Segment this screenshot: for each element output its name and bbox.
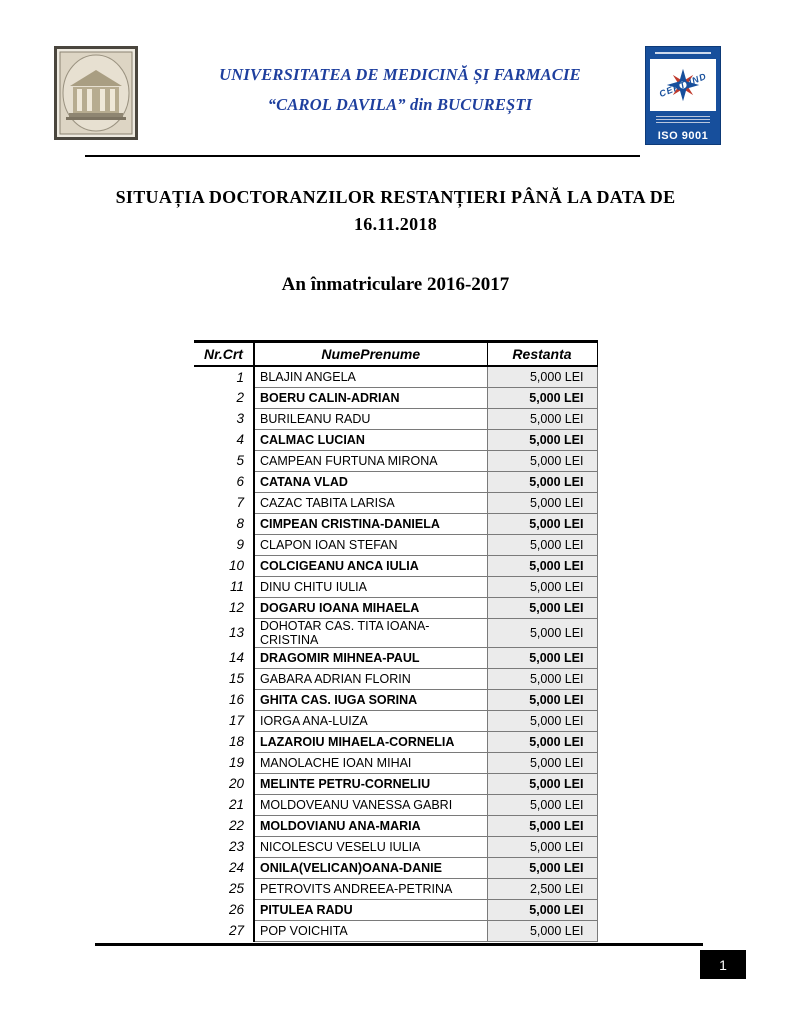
- row-number: 19: [228, 755, 244, 770]
- restanta-amount: 5,000 LEI: [487, 794, 597, 815]
- table-row: [194, 878, 597, 899]
- student-name: CAMPEAN FURTUNA MIRONA: [254, 450, 487, 471]
- table-row: [194, 773, 597, 794]
- student-name: BLAJIN ANGELA: [254, 366, 487, 387]
- row-number: 10: [228, 558, 244, 573]
- table-row: [194, 471, 597, 492]
- restanta-amount: 5,000 LEI: [487, 899, 597, 920]
- restanta-amount: 5,000 LEI: [487, 408, 597, 429]
- document-title-line1: SITUAȚIA DOCTORANZILOR RESTANȚIERI PÂNĂ LA DATA DE: [115, 187, 676, 207]
- page-number-badge: 1: [700, 950, 746, 979]
- iso-9001-label: ISO 9001: [657, 129, 709, 142]
- restanta-amount: 5,000 LEI: [487, 513, 597, 534]
- iso-badge-top-strip: [646, 47, 720, 59]
- restanta-amount: 5,000 LEI: [487, 689, 597, 710]
- table-row: [194, 752, 597, 773]
- table-row: [194, 836, 597, 857]
- student-name: IORGA ANA-LUIZA: [254, 710, 487, 731]
- row-number: 4: [236, 432, 244, 447]
- column-header-numeprenume: NumePrenume: [254, 342, 487, 367]
- table-row: [194, 450, 597, 471]
- student-name: ONILA(VELICAN)OANA-DANIE: [254, 857, 487, 878]
- table-row: [194, 689, 597, 710]
- table-row: [194, 710, 597, 731]
- restanta-amount: 5,000 LEI: [487, 920, 597, 941]
- restanta-amount: 5,000 LEI: [487, 836, 597, 857]
- table-row: [194, 555, 597, 576]
- restanta-amount: 5,000 LEI: [487, 429, 597, 450]
- cohort-subtitle: An înmatriculare 2016-2017: [281, 274, 510, 295]
- table-row: [194, 513, 597, 534]
- university-name-line2: “CAROL DAVILA” din BUCUREȘTI: [267, 95, 533, 114]
- student-name: LAZAROIU MIHAELA-CORNELIA: [254, 731, 487, 752]
- footer-divider: [95, 943, 703, 946]
- student-name: GHITA CAS. IUGA SORINA: [254, 689, 487, 710]
- table-row: [194, 794, 597, 815]
- student-name: DOHOTAR CAS. TITA IOANA-CRISTINA: [254, 618, 487, 647]
- restanta-amount: 5,000 LEI: [487, 450, 597, 471]
- restanta-amount: 5,000 LEI: [487, 555, 597, 576]
- column-header-nrcrt: Nr.Crt: [194, 342, 254, 367]
- table-header-row: [194, 342, 597, 367]
- restanta-amount: 5,000 LEI: [487, 668, 597, 689]
- row-number: 17: [228, 713, 244, 728]
- restanta-amount: 5,000 LEI: [487, 471, 597, 492]
- student-name: BOERU CALIN-ADRIAN: [254, 387, 487, 408]
- table-row: [194, 668, 597, 689]
- row-number: 18: [228, 734, 244, 749]
- row-number: 16: [228, 692, 244, 707]
- row-number: 22: [228, 818, 244, 833]
- row-number: 14: [228, 650, 244, 665]
- restanta-amount: 5,000 LEI: [487, 597, 597, 618]
- table-row: [194, 597, 597, 618]
- student-name: GABARA ADRIAN FLORIN: [254, 668, 487, 689]
- university-logo: [54, 46, 138, 140]
- row-number: 24: [228, 860, 244, 875]
- row-number: 23: [228, 839, 244, 854]
- university-name: [135, 60, 665, 120]
- row-number: 21: [228, 797, 244, 812]
- restanta-amount: 5,000 LEI: [487, 647, 597, 668]
- iso-9001-badge: [645, 46, 721, 145]
- restanta-amount: 5,000 LEI: [487, 534, 597, 555]
- iso-badge-emblem-area: [650, 59, 716, 111]
- table-row: [194, 429, 597, 450]
- student-name: BURILEANU RADU: [254, 408, 487, 429]
- table-row: [194, 618, 597, 647]
- student-name: NICOLESCU VESELU IULIA: [254, 836, 487, 857]
- student-name: COLCIGEANU ANCA IULIA: [254, 555, 487, 576]
- student-name: DOGARU IOANA MIHAELA: [254, 597, 487, 618]
- student-name: MANOLACHE IOAN MIHAI: [254, 752, 487, 773]
- restanta-amount: 5,000 LEI: [487, 752, 597, 773]
- table-row: [194, 534, 597, 555]
- column-header-restanta: Restanta: [487, 342, 597, 367]
- table-row: [194, 492, 597, 513]
- table-row: [194, 731, 597, 752]
- row-number: 1: [236, 369, 244, 385]
- restanta-amount: 5,000 LEI: [487, 731, 597, 752]
- row-number: 6: [236, 474, 244, 489]
- row-number: 3: [236, 411, 244, 426]
- iso-badge-note-lines: [646, 111, 720, 127]
- row-number: 27: [228, 923, 244, 938]
- student-name: POP VOICHITA: [254, 920, 487, 941]
- student-name: DINU CHITU IULIA: [254, 576, 487, 597]
- row-number: 9: [236, 537, 244, 552]
- header-divider: [85, 155, 640, 157]
- table-row: [194, 899, 597, 920]
- restanta-amount: 5,000 LEI: [487, 366, 597, 387]
- table-row: [194, 857, 597, 878]
- row-number: 2: [236, 390, 244, 405]
- table-row: [194, 366, 597, 387]
- university-building-icon: [54, 46, 138, 140]
- document-title-line2: 16.11.2018: [353, 214, 437, 234]
- student-name: CALMAC LUCIAN: [254, 429, 487, 450]
- student-name: CATANA VLAD: [254, 471, 487, 492]
- student-name: MOLDOVEANU VANESSA GABRI: [254, 794, 487, 815]
- table-row: [194, 408, 597, 429]
- table-row: [194, 647, 597, 668]
- restante-table: [194, 340, 598, 942]
- restanta-amount: 5,000 LEI: [487, 857, 597, 878]
- document-title: [0, 184, 791, 238]
- row-number: 5: [236, 453, 244, 468]
- student-name: PETROVITS ANDREEA-PETRINA: [254, 878, 487, 899]
- table-row: [194, 815, 597, 836]
- student-name: MELINTE PETRU-CORNELIU: [254, 773, 487, 794]
- restanta-amount: 5,000 LEI: [487, 773, 597, 794]
- row-number: 11: [229, 579, 244, 594]
- restanta-amount: 5,000 LEI: [487, 387, 597, 408]
- row-number: 8: [236, 516, 244, 531]
- restante-table-body: [194, 366, 597, 941]
- row-number: 26: [228, 902, 244, 917]
- student-name: CLAPON IOAN STEFAN: [254, 534, 487, 555]
- table-row: [194, 576, 597, 597]
- student-name: CAZAC TABITA LARISA: [254, 492, 487, 513]
- university-name-line1: UNIVERSITATEA DE MEDICINĂ ȘI FARMACIE: [219, 65, 581, 84]
- row-number: 7: [236, 495, 244, 510]
- table-row: [194, 387, 597, 408]
- row-number: 13: [228, 625, 244, 640]
- student-name: PITULEA RADU: [254, 899, 487, 920]
- row-number: 25: [228, 881, 244, 896]
- restanta-amount: 5,000 LEI: [487, 576, 597, 597]
- restanta-amount: 5,000 LEI: [487, 815, 597, 836]
- row-number: 12: [228, 600, 244, 615]
- restanta-amount: 5,000 LEI: [487, 710, 597, 731]
- restanta-amount: 5,000 LEI: [487, 618, 597, 647]
- table-row: [194, 920, 597, 941]
- cert-ind-label: CERT IND: [657, 70, 709, 100]
- student-name: CIMPEAN CRISTINA-DANIELA: [254, 513, 487, 534]
- row-number: 15: [228, 671, 244, 686]
- restanta-amount: 2,500 LEI: [487, 878, 597, 899]
- student-name: MOLDOVIANU ANA-MARIA: [254, 815, 487, 836]
- restanta-amount: 5,000 LEI: [487, 492, 597, 513]
- student-name: DRAGOMIR MIHNEA-PAUL: [254, 647, 487, 668]
- row-number: 20: [228, 776, 244, 791]
